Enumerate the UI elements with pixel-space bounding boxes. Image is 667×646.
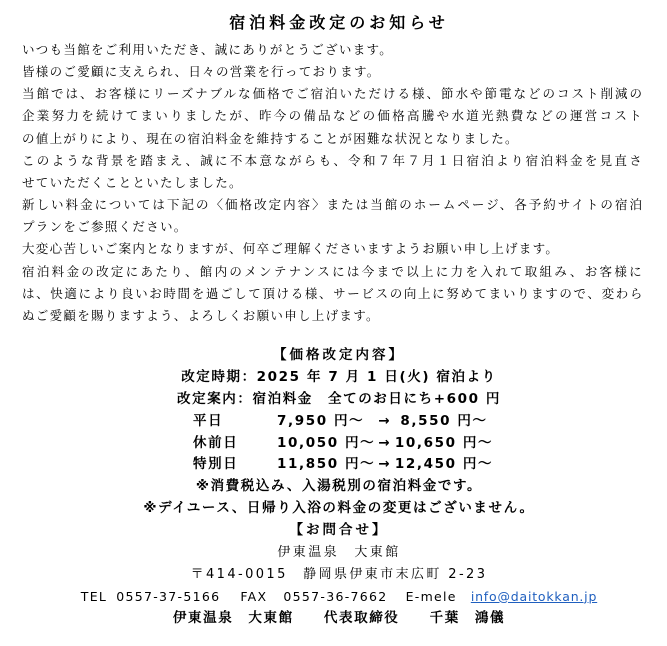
contact-phone-line <box>11 586 667 608</box>
price-row <box>11 433 667 455</box>
contact-heading: 【お問合せ】 <box>289 522 389 539</box>
price-note: ※消費税込み、入湯税別の宿泊料金です。 <box>195 478 483 495</box>
signature-line: 伊東温泉 大東館 代表取締役 千葉 鴻儀 <box>172 609 506 626</box>
hotel-address: 〒414-0015 静岡県伊東市末広町 2-23 <box>190 566 488 582</box>
price-label: 休前日 <box>193 434 239 451</box>
new-price: 8,550 円～ <box>400 412 488 429</box>
tel-label: TEL <box>80 588 108 604</box>
price-revision-section <box>11 345 667 630</box>
body-line: 企業努力を続けてまいりましたが、昨今の備品などの価格高騰や水道光熱費などの運営コスト <box>22 108 644 124</box>
new-price: 10,650 円～ <box>394 434 494 451</box>
email-link[interactable]: info@daitokkan.jp <box>470 588 598 604</box>
arrow-right-icon: → <box>378 412 390 429</box>
body-line: プランをご参照ください。 <box>22 219 188 235</box>
notice-title: 宿泊料金改定のお知らせ <box>229 13 449 32</box>
notice-body <box>22 39 650 327</box>
price-revision-heading: 【価格改定内容】 <box>273 347 405 363</box>
price-label: 特別日 <box>193 456 239 473</box>
body-line: ぬご愛顧を賜りますよう、よろしくお願い申し上げます。 <box>22 307 380 323</box>
body-line: 大変心苦しいご案内となりますが、何卒ご理解くださいますようお願い申し上げます。 <box>22 241 560 257</box>
body-line: 皆様のご愛顧に支えられ、日々の営業を行っております。 <box>22 64 381 80</box>
price-label: 平日 <box>193 412 224 429</box>
body-line: 新しい料金については下記の〈価格改定内容〉または当館のホームページ、各予約サイトの宿泊 <box>22 197 644 213</box>
body-line: このような背景を踏まえ、誠に不本意ながらも、令和７年７月１日宿泊より宿泊料金を見直さ <box>22 152 644 168</box>
body-line: いつも当館をご利用いただき、誠にありがとうございます。 <box>22 42 394 57</box>
old-price: 7,950 円～ <box>277 412 365 429</box>
fax-label: FAX <box>240 588 268 604</box>
body-line: の値上がりにより、現在の宿泊料金を維持することが困難な状況となりました。 <box>22 130 519 146</box>
body-line: 当館では、お客様にリーズナブルな価格でご宿泊いただける様、節水や節電などのコスト削減の <box>22 86 644 102</box>
arrow-right-icon: → <box>378 434 390 451</box>
body-line: は、快適により良いお時間を過ごして頂ける様、サービスの向上に努めてまいりますので、変わら <box>22 285 644 301</box>
price-row <box>11 454 667 476</box>
email-label: E-mele <box>405 588 457 604</box>
price-note: ※デイユース、日帰り入浴の料金の変更はございません。 <box>143 500 535 517</box>
old-price: 10,050 円～ <box>277 434 376 451</box>
new-price: 12,450 円～ <box>394 456 494 473</box>
revision-guide: 改定案内：宿泊料金 全てのお日にち+600 円 <box>177 390 501 407</box>
body-line: せていただくことといたしました。 <box>22 174 243 190</box>
body-line: 宿泊料金の改定にあたり、館内のメンテナンスには今まで以上に力を入れて取組み、お客様に <box>22 263 644 279</box>
fax-number: 0557-36-7662 <box>283 588 388 604</box>
old-price: 11,850 円～ <box>277 456 376 473</box>
price-row <box>11 411 667 433</box>
arrow-right-icon: → <box>378 456 390 473</box>
revision-period: 改定時期：2025 年 7 月 1 日(火) 宿泊より <box>181 368 497 385</box>
tel-number: 0557-37-5166 <box>116 588 221 604</box>
hotel-name: 伊東温泉 大東館 <box>277 545 401 561</box>
